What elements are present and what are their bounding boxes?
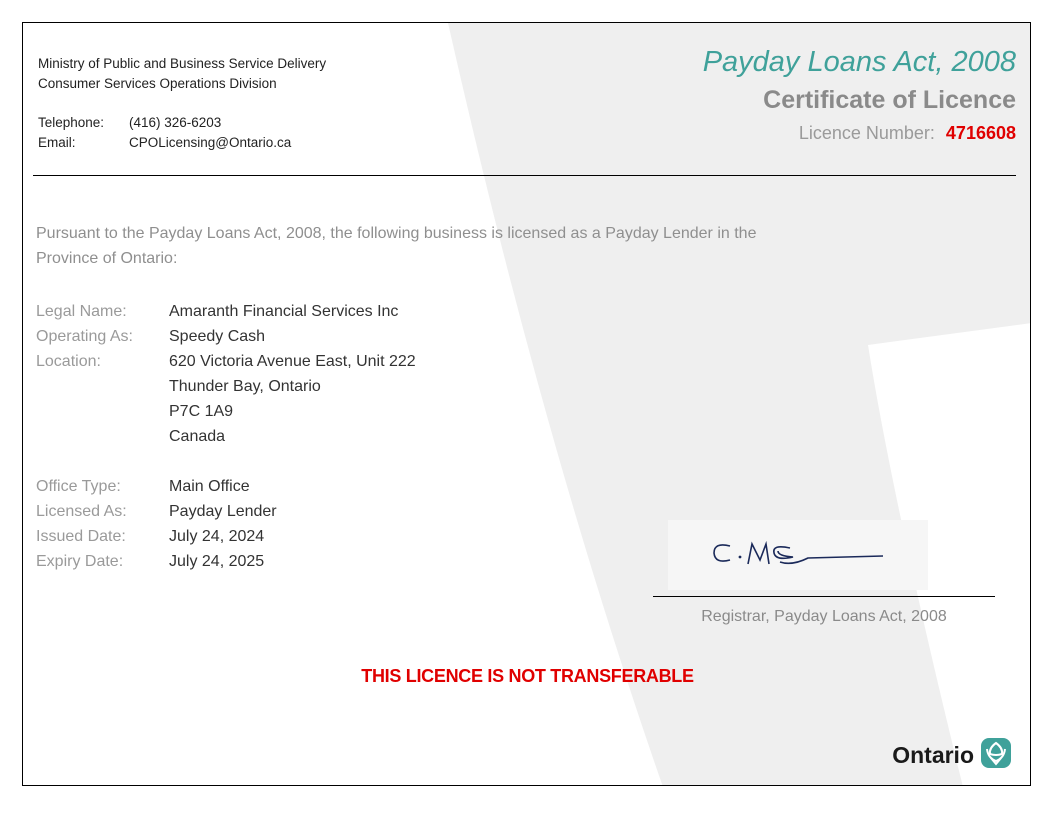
office-type-value: Main Office [169, 478, 250, 495]
registrar-title: Registrar, Payday Loans Act, 2008 [701, 608, 947, 625]
legal-name-value: Amaranth Financial Services Inc [169, 303, 399, 320]
location-line-2: Thunder Bay, Ontario [169, 378, 321, 395]
ministry-name: Ministry of Public and Business Service Delivery [38, 56, 327, 71]
organization-info [38, 54, 326, 94]
licence-number-line [703, 121, 1016, 145]
licence-number: 4716608 [945, 123, 1016, 143]
certificate-heading [703, 45, 1016, 145]
licence-number-label: Licence Number: [798, 123, 935, 143]
licensed-as-value: Payday Lender [169, 503, 277, 520]
header-divider [33, 175, 1016, 176]
licensed-as-label: Licensed As: [36, 503, 127, 520]
location-label: Location: [36, 353, 101, 370]
certificate-title: Certificate of Licence [763, 86, 1016, 114]
ontario-wordmark: Ontario [892, 742, 974, 768]
location-line-4: Canada [169, 428, 226, 445]
location-line-1: 620 Victoria Avenue East, Unit 222 [169, 353, 416, 370]
email-label: Email: [38, 135, 76, 150]
pursuant-statement: Pursuant to the Payday Loans Act, 2008, the following business is licensed as a Payday Lender in the Province of Ontario: [36, 225, 757, 267]
location-line-3: P7C 1A9 [169, 403, 234, 420]
issued-date-label: Issued Date: [36, 528, 126, 545]
operating-as-value: Speedy Cash [169, 328, 266, 345]
telephone-label: Telephone: [38, 115, 105, 130]
expiry-date-value: July 24, 2025 [169, 553, 265, 570]
operating-as-label: Operating As: [36, 328, 133, 345]
certificate-frame [22, 22, 1031, 786]
licence-details [36, 299, 416, 574]
ontario-trillium-icon [980, 737, 1012, 774]
ontario-logo [892, 737, 1012, 774]
registrar-signature [668, 520, 928, 590]
telephone-value: (416) 326-6203 [129, 115, 222, 130]
contact-info [38, 113, 291, 153]
issued-date-value: July 24, 2024 [169, 528, 265, 545]
email-value: CPOLicensing@Ontario.ca [129, 135, 292, 150]
expiry-date-label: Expiry Date: [36, 553, 124, 570]
legal-name-label: Legal Name: [36, 303, 127, 320]
division-name: Consumer Services Operations Division [38, 76, 277, 91]
non-transferable-notice: THIS LICENCE IS NOT TRANSFERABLE [361, 666, 694, 686]
signature-line [653, 596, 995, 597]
act-title: Payday Loans Act, 2008 [702, 46, 1016, 78]
office-type-label: Office Type: [36, 478, 121, 495]
